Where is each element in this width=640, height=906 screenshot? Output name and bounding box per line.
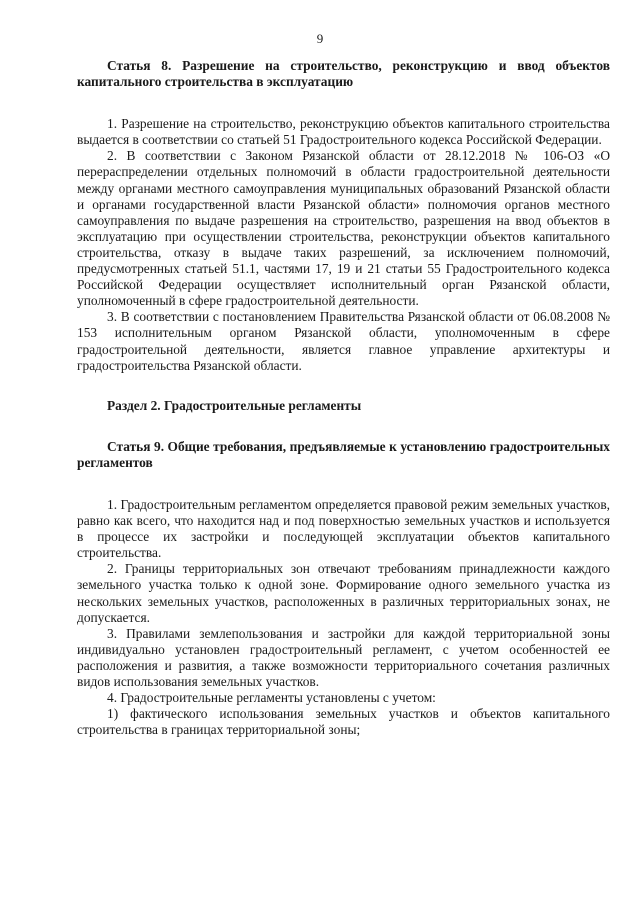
article-8-paragraph-1: 1. Разрешение на строительство, реконструкцию объектов капитального строительства выдается в соответствии со статьей 51 Градостроительного кодекса Российской Федерации. — [77, 116, 610, 148]
article-9-list-item-1: 1) фактического использования земельных участков и объектов капитального строительства в границах территориальной зоны; — [77, 706, 610, 738]
article-9-paragraph-1: 1. Градостроительным регламентом определяется правовой режим земельных участков, равно как всего, что находится над и под поверхностью земельных участков и используется в процессе их застройки и последующей эксплуатации объектов капитального строительства. — [77, 496, 610, 561]
article-8-paragraph-3: 3. В соответствии с постановлением Правительства Рязанской области от 06.08.2008 № 153 исполнительным органом Рязанской области, уполномоченным в сфере градостроительной деятельности, является главное управление архитектуры и градостроительства Рязанской области. — [77, 309, 610, 373]
article-9-paragraph-4: 4. Градостроительные регламенты установлены с учетом: — [107, 690, 436, 706]
article-9-heading: Статья 9. Общие требования, предъявляемые к установлению градостроительных регламентов — [77, 438, 610, 470]
article-9-paragraph-3: 3. Правилами землепользования и застройки для каждой территориальной зоны индивидуально установлен градостроительный регламент, с учетом особенностей ее расположения и развития, а также возможности территориального сочетания различных видов использования земельных участков. — [77, 625, 610, 689]
article-9-paragraph-2: 2. Границы территориальных зон отвечают требованиям принадлежности каждого земельного участка только к одной зоне. Формирование одного земельного участка из нескольких земельных участков, расположенных в различных территориальных зонах, не допускается. — [77, 561, 610, 625]
section-2-heading: Раздел 2. Градостроительные регламенты — [107, 397, 362, 413]
article-8-heading: Статья 8. Разрешение на строительство, реконструкцию и ввод объектов капитального строительства в эксплуатацию — [77, 58, 610, 90]
article-8-body — [77, 116, 610, 374]
article-9-body — [77, 497, 610, 738]
document-body — [77, 58, 610, 738]
page-number: 9 — [316, 31, 324, 46]
article-8-paragraph-2: 2. В соответствии с Законом Рязанской области от 28.12.2018 № 106-ОЗ «О перераспределении отдельных полномочий в области градостроительной деятельности между органами местного самоуправления муниципальных образований Рязанской области и органами государственной власти Рязанской области» полномочия органов местного самоуправления по выдаче разрешения на строительство, разрешения на ввод объектов в эксплуатацию при осуществлении строительства, реконструкции объектов капитального строительства, отказу в выдаче таких разрешений, за исключением полномочий, предусмотренных статьей 51.1, частями 17, 19 и 21 статьи 55 Градостроительного кодекса Российской Федерации осуществляет исполнительный орган Рязанской области, уполномоченный в сфере градостроительной деятельности. — [77, 148, 610, 309]
